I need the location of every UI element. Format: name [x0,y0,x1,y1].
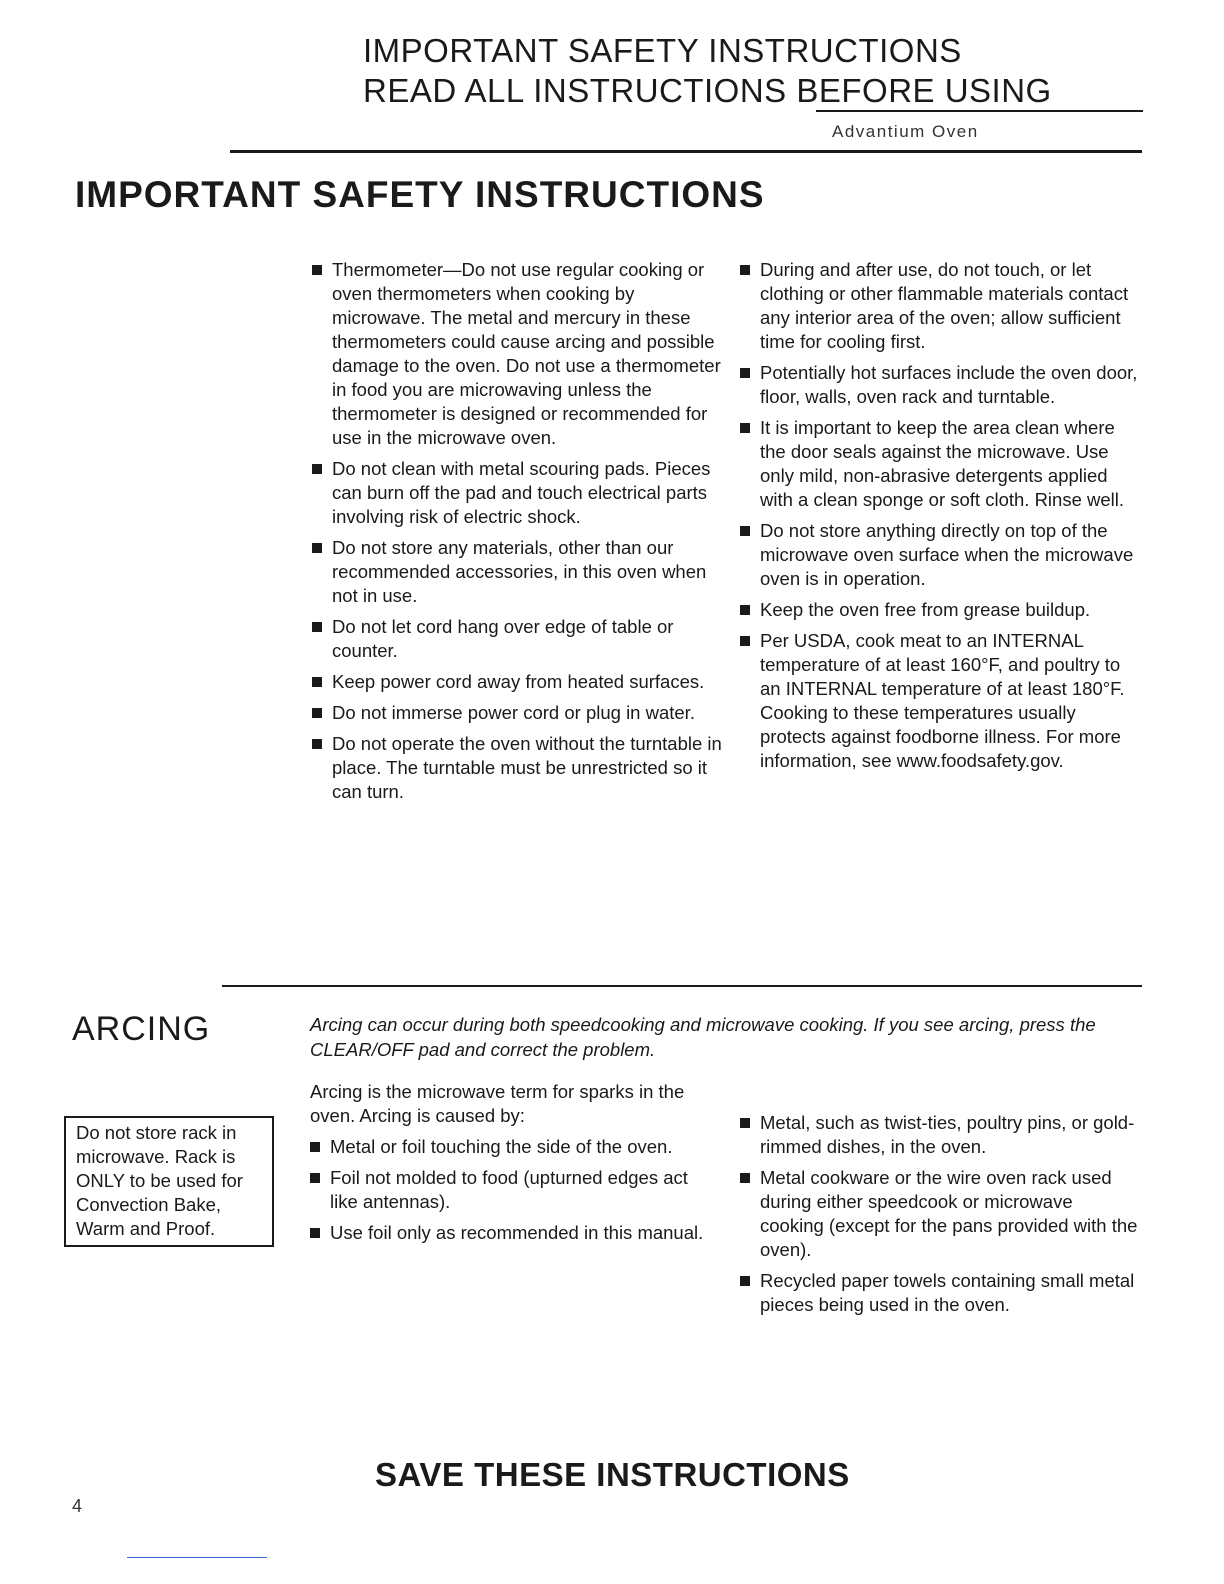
footer-line [127,1557,267,1558]
list-item-text: During and after use, do not touch, or let clothing or other flammable materials contact any interior area of the oven; allow sufficient time for cooling first. [760,259,1129,352]
list-item-text: Do not operate the oven without the turntable in place. The turntable must be unrestricted so it can turn. [332,733,722,802]
bullet-square-icon [312,464,322,474]
header-rule [230,150,1142,153]
list-item-text: Metal or foil touching the side of the oven. [330,1136,673,1157]
list-item [312,732,722,804]
header-line-2: READ ALL INSTRUCTIONS BEFORE USING [363,72,1052,109]
list-item-text: Metal, such as twist-ties, poultry pins, or gold-rimmed dishes, in the oven. [760,1112,1135,1157]
list-item-text: Keep the oven free from grease buildup. [760,599,1091,620]
bullet-square-icon [312,265,322,275]
section-title-arcing: ARCING [72,1010,211,1048]
bullet-square-icon [740,423,750,433]
list-item [740,1111,1140,1159]
list-item-text: Foil not molded to food (upturned edges act like antennas). [330,1167,688,1212]
rack-note-box [64,1116,274,1247]
list-item-text: Recycled paper towels containing small metal pieces being used in the oven. [760,1270,1135,1315]
arcing-rule [222,985,1142,987]
list-item [740,1166,1140,1262]
bullet-square-icon [310,1173,320,1183]
bullet-square-icon [740,1276,750,1286]
bullet-square-icon [312,708,322,718]
rack-note-text: Do not store rack in microwave. Rack is ONLY to be used for Convection Bake, Warm and Proof. [76,1122,243,1239]
list-item-text: Do not store any materials, other than our recommended accessories, in this oven when not in use. [332,537,707,606]
list-item [312,258,722,450]
list-item [740,1269,1140,1317]
bullet-square-icon [312,739,322,749]
list-item [740,361,1145,409]
section-title-safety: IMPORTANT SAFETY INSTRUCTIONS [75,174,765,215]
bullet-square-icon [310,1142,320,1152]
list-item [312,701,722,725]
arcing-lead: Arcing is the microwave term for sparks in the oven. Arcing is caused by: [310,1081,685,1126]
list-item-text: Per USDA, cook meat to an INTERNAL temperature of at least 160°F, and poultry to an INTERNAL temperature of at least 180°F. Cooking to these temperatures usually protects against foodborne illness. For more information, see www.foodsafety.gov. [760,630,1125,771]
bullet-square-icon [740,1118,750,1128]
arcing-list-right [740,1111,1140,1324]
list-item [740,416,1145,512]
list-item-text: Potentially hot surfaces include the oven door, floor, walls, oven rack and turntable. [760,362,1138,407]
safety-list-left [312,258,722,811]
bullet-square-icon [740,368,750,378]
bullet-square-icon [310,1228,320,1238]
bullet-square-icon [312,622,322,632]
bullet-square-icon [312,543,322,553]
list-item-text: It is important to keep the area clean where the door seals against the microwave. Use only mild, non-abrasive detergents applied with a clean sponge or soft cloth. Rinse well. [760,417,1125,510]
list-item [740,598,1145,622]
list-item [312,615,722,663]
list-item [312,670,722,694]
list-item [310,1135,710,1159]
list-item-text: Do not immerse power cord or plug in water. [332,702,695,723]
header-line-1: IMPORTANT SAFETY INSTRUCTIONS [363,32,962,69]
list-item-text: Do not clean with metal scouring pads. Pieces can burn off the pad and touch electrical parts involving risk of electric shock. [332,458,711,527]
list-item-text: Do not store anything directly on top of the microwave oven surface when the microwave oven is in operation. [760,520,1134,589]
list-item [740,629,1145,773]
bullet-square-icon [312,677,322,687]
bullet-square-icon [740,526,750,536]
list-item [740,258,1145,354]
list-item [310,1166,710,1214]
product-name: Advantium Oven [832,122,979,141]
bullet-square-icon [740,605,750,615]
arcing-list-left [310,1135,710,1252]
bullet-square-icon [740,1173,750,1183]
safety-list-right [740,258,1145,780]
save-instructions: SAVE THESE INSTRUCTIONS [375,1456,850,1493]
list-item-text: Keep power cord away from heated surfaces. [332,671,705,692]
bullet-square-icon [740,265,750,275]
list-item-text: Metal cookware or the wire oven rack used during either speedcook or microwave cooking (except for the pans provided with the oven). [760,1167,1138,1260]
list-item [312,536,722,608]
list-item [740,519,1145,591]
header-underline [816,110,1143,112]
arcing-intro: Arcing can occur during both speedcooking and microwave cooking. If you see arcing, press the CLEAR/OFF pad and correct the problem. [310,1014,1096,1060]
list-item-text: Thermometer—Do not use regular cooking or oven thermometers when cooking by microwave. The metal and mercury in these thermometers could cause arcing and possible damage to the oven. Do not use a thermometer in food you are microwaving unless the thermometer is designed or recommended for use in the microwave oven. [332,259,721,448]
bullet-square-icon [740,636,750,646]
page-number: 4 [72,1496,83,1516]
list-item-text: Use foil only as recommended in this manual. [330,1222,704,1243]
list-item [312,457,722,529]
list-item-text: Do not let cord hang over edge of table or counter. [332,616,674,661]
list-item [310,1221,710,1245]
